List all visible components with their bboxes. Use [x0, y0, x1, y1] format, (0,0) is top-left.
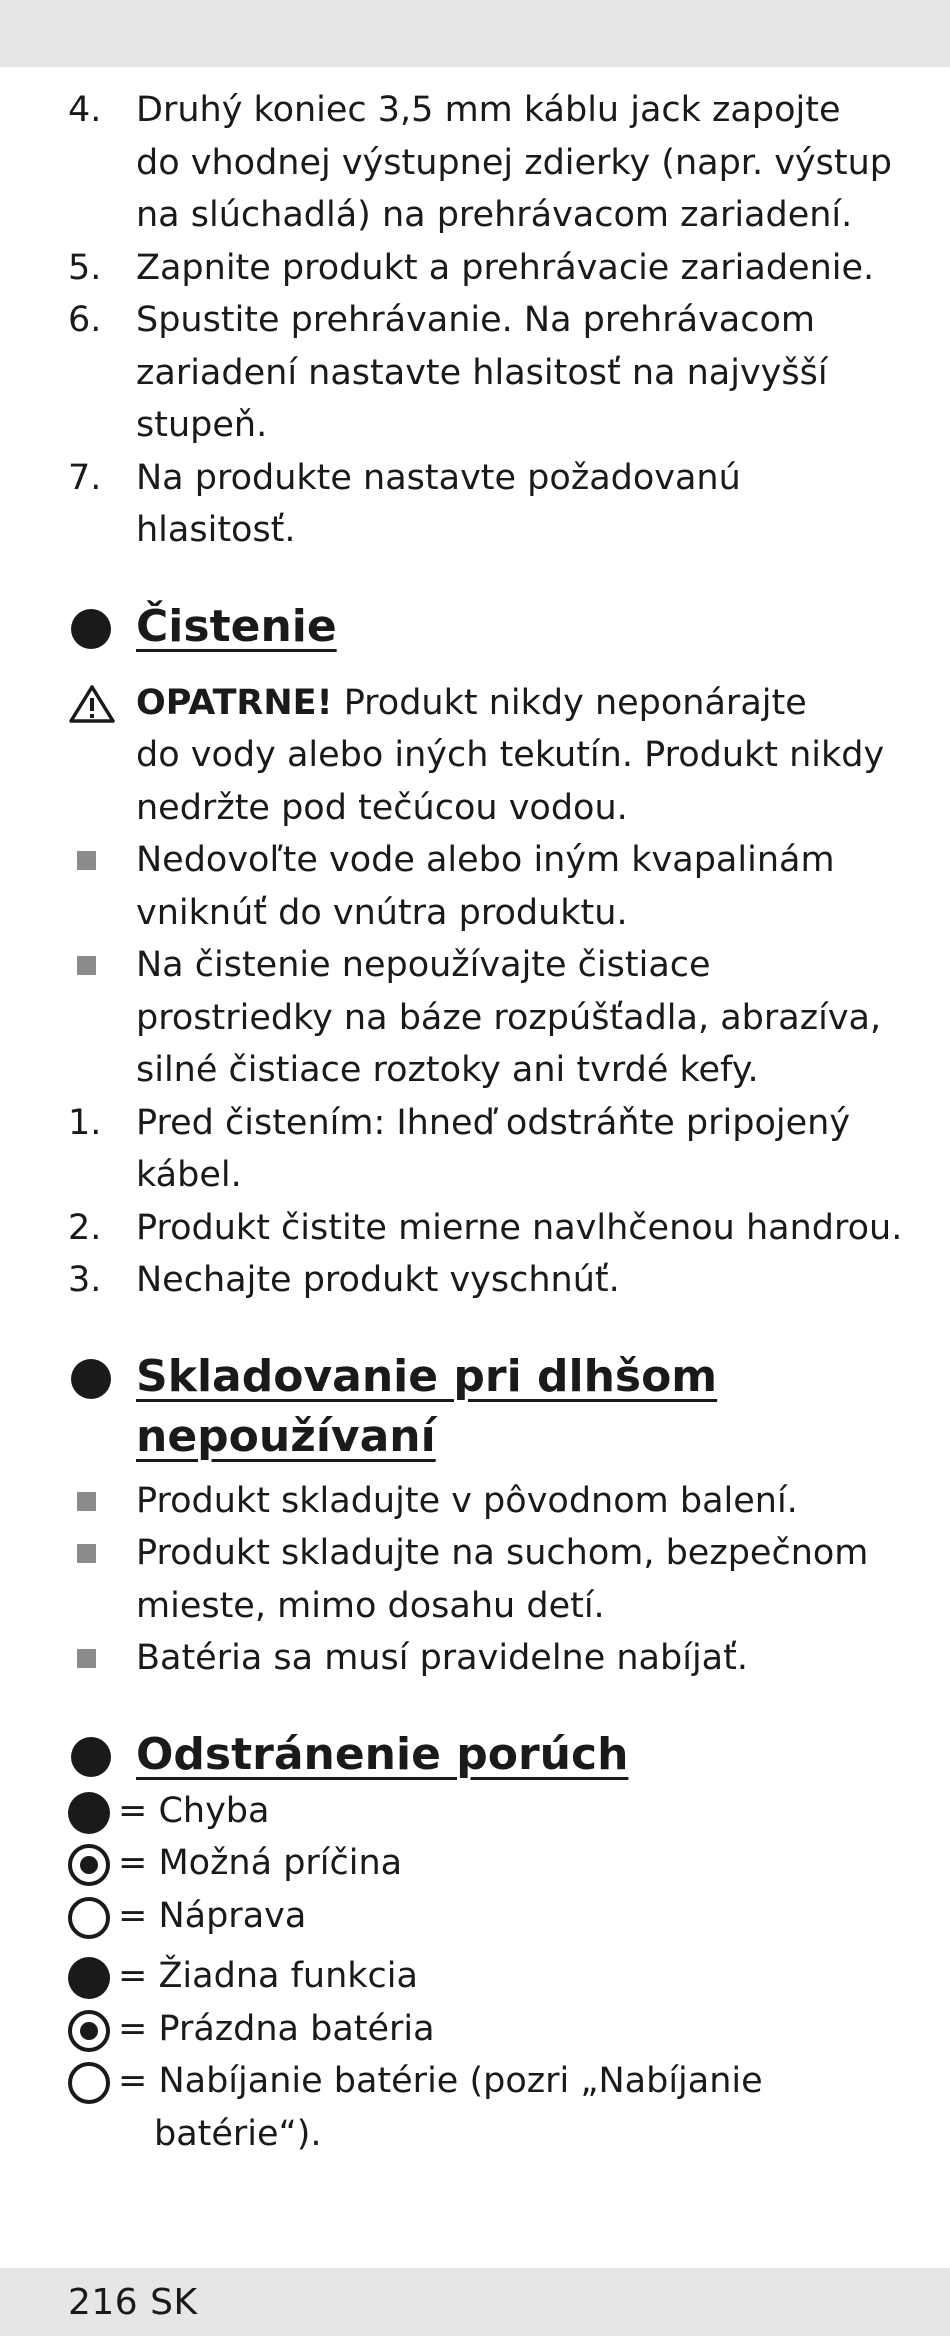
step-number: 2. [68, 1207, 102, 1248]
legend-item [68, 1837, 868, 1890]
step-text: hlasitosť. [136, 510, 296, 550]
step-text: do vhodnej výstupnej zdierky (napr. výstup [136, 142, 893, 183]
step-number: 7. [68, 457, 102, 498]
warning-triangle-icon [68, 684, 116, 724]
heading-text: Skladovanie pri dlhšom [136, 1350, 718, 1402]
step-item [68, 1097, 868, 1150]
list-item-line [68, 1044, 868, 1097]
list-item-text: Produkt skladujte v pôvodnom balení. [136, 1480, 798, 1521]
warning-text: nedržte pod tečúcou vodou. [136, 787, 628, 828]
section-heading-troubleshooting [68, 1725, 868, 1785]
list-item-text: Batéria sa musí pravidelne nabíjať. [136, 1638, 748, 1678]
target-circle-icon [68, 1844, 110, 1886]
list-item-text: vniknúť do vnútra produktu. [136, 892, 628, 933]
step-item [68, 294, 868, 347]
step-number: 1. [68, 1102, 102, 1143]
list-item [68, 834, 868, 887]
section-heading-storage [68, 1347, 868, 1407]
list-item-text: Nedovoľte vode alebo iným kvapalinám [136, 840, 835, 880]
top-bar [0, 0, 950, 67]
remedy-entry-line [68, 2108, 868, 2161]
warning-text: do vody alebo iných tekutín. Produkt nikdy [136, 735, 885, 775]
heading-text: nepoužívaní [136, 1410, 436, 1462]
list-item [68, 939, 868, 992]
step-number: 3. [68, 1260, 102, 1300]
step-text-line [68, 1149, 868, 1202]
step-text: Na produkte nastavte požadovanú [136, 457, 741, 498]
step-text: zariadení nastavte hlasitosť na najvyšší [136, 352, 828, 393]
remedy-text: batérie“). [154, 2113, 322, 2154]
cause-entry [68, 2003, 868, 2056]
list-item-text: silné čistiace roztoky ani tvrdé kefy. [136, 1050, 759, 1090]
list-item-line [68, 1580, 868, 1633]
fault-entry [68, 1950, 868, 2003]
step-item [68, 1202, 903, 1255]
list-item-text: Na čistenie nepoužívajte čistiace [136, 945, 711, 985]
section-heading-cleaning [68, 597, 868, 657]
filled-circle-icon [68, 1792, 110, 1834]
bullet-dot-icon [71, 1359, 111, 1399]
empty-circle-icon [68, 1897, 110, 1939]
step-number: 5. [68, 247, 102, 288]
legend-item [68, 1890, 868, 1943]
step-text: na slúchadlá) na prehrávacom zariadení. [136, 195, 853, 235]
step-number: 6. [68, 300, 102, 340]
heading-text: Čistenie [136, 600, 337, 652]
heading-text: Odstránenie porúch [136, 1728, 629, 1780]
empty-circle-icon [68, 2062, 110, 2104]
step-text: Spustite prehrávanie. Na prehrávacom [136, 300, 815, 340]
page-footer [0, 2268, 950, 2336]
warning-notice [68, 677, 868, 730]
square-bullet-icon [77, 851, 96, 870]
square-bullet-icon [77, 1544, 96, 1563]
remedy-text: = Nabíjanie batérie (pozri „Nabíjanie [118, 2061, 763, 2101]
square-bullet-icon [77, 1492, 96, 1511]
step-text-line [68, 504, 868, 557]
step-item [68, 1254, 868, 1307]
square-bullet-icon [77, 1649, 96, 1668]
bullet-dot-icon [71, 609, 111, 649]
section-heading-storage-line [68, 1407, 868, 1467]
step-item [68, 242, 875, 295]
legend-text: = Chyba [118, 1790, 270, 1831]
square-bullet-icon [77, 956, 96, 975]
list-item-text: mieste, mimo dosahu detí. [136, 1585, 605, 1626]
cause-text: = Prázdna batéria [118, 2008, 435, 2049]
list-item [68, 1632, 868, 1685]
list-item [68, 1527, 868, 1580]
list-item-text: prostriedky na báze rozpúšťadla, abrazíva, [136, 997, 882, 1038]
step-text: Nechajte produkt vyschnúť. [136, 1260, 620, 1300]
warning-text: Produkt nikdy neponárajte [332, 682, 807, 723]
fault-text: = Žiadna funkcia [118, 1956, 418, 1996]
list-item-line [68, 887, 868, 940]
legend-item [68, 1785, 868, 1838]
legend-text: = Možná príčina [118, 1843, 403, 1883]
target-circle-icon [68, 2010, 110, 2052]
page-number: 216 SK [68, 2282, 198, 2323]
bullet-dot-icon [71, 1737, 111, 1777]
step-number: 4. [68, 90, 102, 130]
step-text: Zapnite produkt a prehrávacie zariadenie. [136, 247, 875, 288]
step-text-line [68, 399, 868, 452]
legend-text: = Náprava [118, 1895, 307, 1936]
step-text-line [68, 137, 893, 190]
step-item [68, 452, 868, 505]
step-item [68, 84, 868, 137]
warning-text-line [68, 729, 885, 782]
warning-text-line [68, 782, 868, 835]
step-text: stupeň. [136, 405, 268, 445]
page-content [68, 84, 903, 2160]
step-text: Pred čistením: Ihneď odstráňte pripojený [136, 1102, 851, 1143]
filled-circle-icon [68, 1957, 110, 1999]
step-text: Druhý koniec 3,5 mm káblu jack zapojte [136, 90, 841, 130]
step-text: kábel. [136, 1155, 242, 1195]
step-text-line [68, 189, 868, 242]
list-item [68, 1475, 868, 1528]
list-item-line [68, 992, 882, 1045]
remedy-entry [68, 2055, 868, 2108]
warning-label: OPATRNE! [136, 682, 333, 723]
step-text: Produkt čistite mierne navlhčenou handrou. [136, 1207, 903, 1248]
list-item-text: Produkt skladujte na suchom, bezpečnom [136, 1533, 869, 1573]
step-text-line [68, 347, 868, 400]
